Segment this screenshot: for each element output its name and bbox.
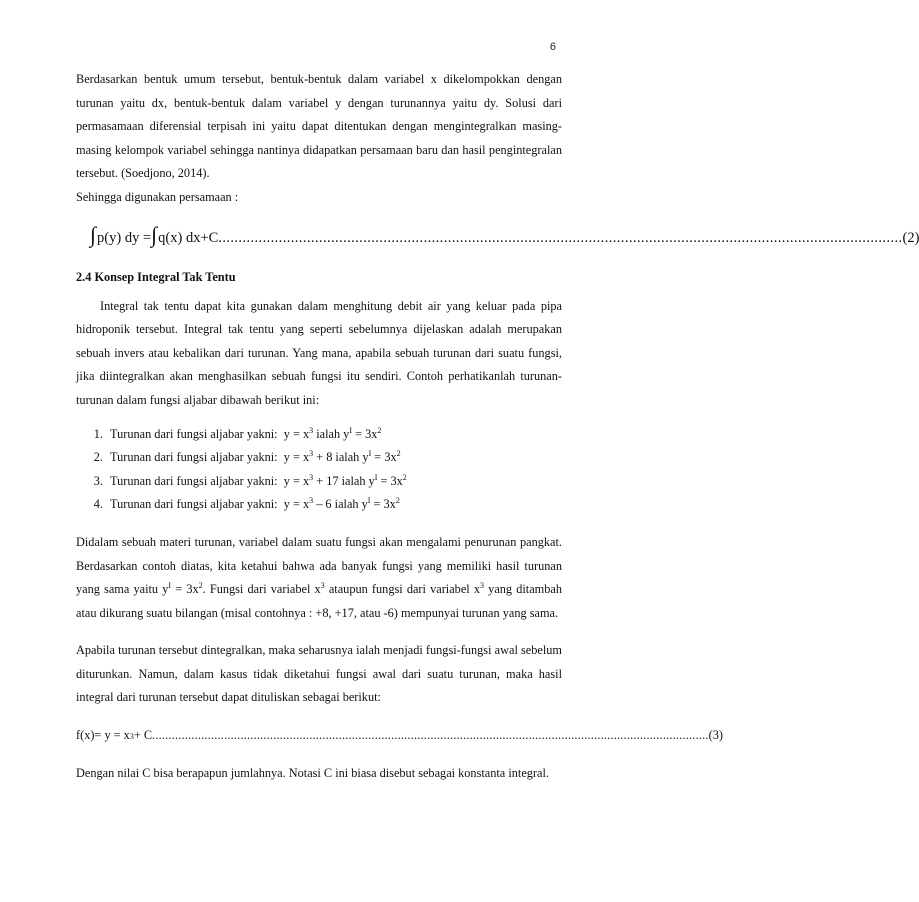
list-item: 3. Turunan dari fungsi aljabar yakni: $y = x^3 + 17$ ialah $y^I = 3x^2$ bbox=[106, 470, 562, 494]
equation-2 bbox=[76, 221, 919, 249]
equation-2-lhs: p(y) dy = bbox=[97, 229, 152, 246]
section-heading: 2.4 Konsep Integral Tak Tentu bbox=[76, 269, 236, 284]
paragraph-integration: Apabila turunan tersebut dintegralkan, maka seharusnya ialah menjadi fungsi-fungsi awal sebelum diturunkan. Namun, dalam kasus tidak diketahui fungsi awal dari suatu turunan, maka hasil integral dari turunan tersebut dapat dituliskan sebagai berikut: bbox=[76, 643, 562, 705]
page-content bbox=[76, 68, 919, 785]
list-item: 1. Turunan dari fungsi aljabar yakni: $y = x^3$ ialah $y^I = 3x^2$ bbox=[106, 423, 562, 447]
list-item: 2. Turunan dari fungsi aljabar yakni: $y = x^3 + 8$ ialah $y^I = 3x^2$ bbox=[106, 446, 562, 470]
integral-symbol: ∫ bbox=[90, 221, 97, 247]
equation-3: f(x)= y = x 3 + C .......................................................................................................................................................................... (3) bbox=[76, 724, 534, 748]
derivative-examples-list bbox=[76, 423, 562, 517]
paragraph-constant: Dengan nilai C bisa berapapun jumlahnya. Notasi C ini biasa disebut sebagai konstanta integral. bbox=[76, 765, 549, 780]
paragraph-equation-intro: Sehingga digunakan persamaan : bbox=[76, 189, 239, 204]
equation-3-leader: .......................................................................................................................................................................... bbox=[152, 728, 709, 743]
equation-2-leader: .......................................................................................................................................................................... bbox=[218, 229, 903, 246]
equation-2-number: (2) bbox=[902, 229, 919, 246]
page-number: 6 bbox=[549, 41, 556, 53]
integral-symbol: ∫ bbox=[151, 221, 158, 247]
equation-3-number: (3) bbox=[708, 728, 724, 743]
list-item: 4. Turunan dari fungsi aljabar yakni: $y = x^3 - 6$ ialah $y^I = 3x^2$ bbox=[106, 493, 562, 517]
paragraph-integral-intro: Integral tak tentu dapat kita gunakan dalam menghitung debit air yang keluar pada pipa hidroponik tersebut. Integral tak tentu yang seperti sebelumnya dijelaskan adalah merupakan sebuah invers atau kebalikan dari turunan. Yang mana, apabila sebuah turunan dari suatu fungsi, jika diintegralkan akan menghasilkan sebuah fungsi itu sendiri. Contoh perhatikanlah turunan-turunan dalam fungsi aljabar dibawah berikut ini: bbox=[76, 298, 562, 407]
equation-2-rhs: q(x) dx+C bbox=[158, 229, 219, 246]
paragraph-derivative-explanation: Didalam sebuah materi turunan, variabel dalam suatu fungsi akan mengalami penurunan pangkat. Berdasarkan contoh diatas, kita ketahui bahwa ada banyak fungsi yang memiliki hasil turunan yang sama yaitu $y^I = 3x^2$. Fungsi dari variabel $x^3$ ataupun fungsi dari variabel $x^3$ yang ditambah atau dikurang suatu bilangan (misal contohnya : +8, +17, atau -6) mempunyai turunan yang sama. bbox=[76, 534, 562, 620]
paragraph-method: Berdasarkan bentuk umum tersebut, bentuk-bentuk dalam variabel x dikelompokkan dengan turunan yaitu dx, bentuk-bentuk dalam variabel y dengan turunannya yaitu dy. Solusi dari permasamaan diferensial terpisah ini yaitu dapat ditentukan dengan mengintegralkan masing-masing kelompok variabel sehingga nantinya didapatkan persamaan baru dan hasil pengintegralan tersebut. (Soedjono, 2014). bbox=[76, 72, 562, 181]
